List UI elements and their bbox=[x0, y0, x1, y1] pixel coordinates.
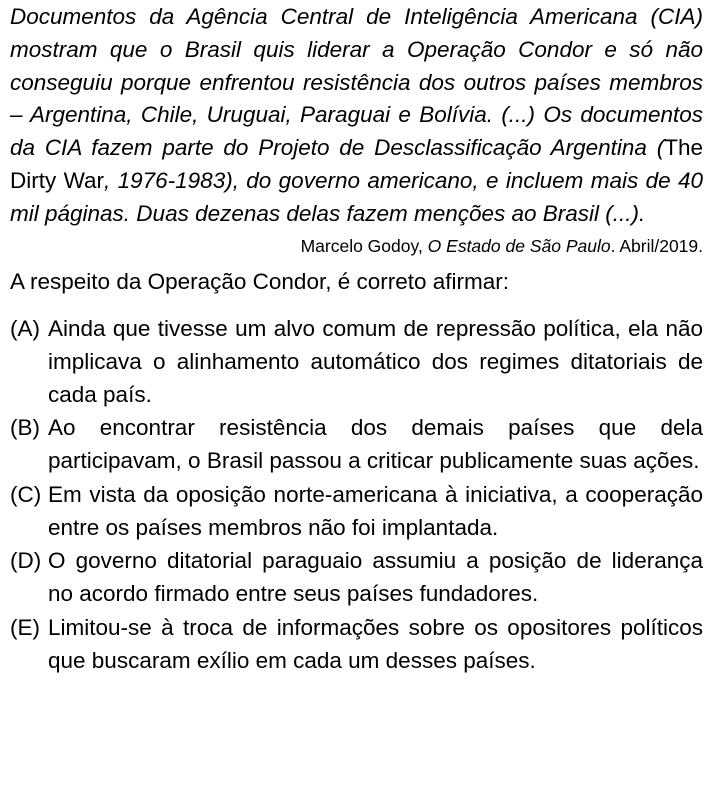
option-letter: (B) bbox=[10, 415, 40, 441]
source-citation bbox=[10, 233, 703, 259]
question-prompt: A respeito da Operação Condor, é correto afirmar: bbox=[10, 268, 510, 294]
quote-upright-title: The Dirty War bbox=[10, 135, 703, 193]
answer-option-c[interactable] bbox=[10, 478, 703, 544]
option-letter: (C) bbox=[10, 481, 42, 507]
option-text: Ainda que tivesse um alvo comum de repressão política, ela não implicava o alinhamento automático dos regimes ditatoriais de cada país. bbox=[48, 315, 703, 407]
source-date: . Abril/2019. bbox=[610, 235, 703, 256]
quote-text-part-2: , 1976-1983), do governo americano, e incluem mais de 40 mil páginas. Duas dezenas delas fazem menções ao Brasil (...). bbox=[10, 167, 703, 226]
source-publication: O Estado de São Paulo bbox=[427, 235, 611, 256]
quoted-passage bbox=[10, 0, 703, 231]
quote-text-part-1: Documentos da Agência Central de Inteligência Americana (CIA) mostram que o Brasil quis liderar a Operação Condor e só não conseguiu porque enfrentou resistência dos outros países membros – Argentina, Chile, Uruguai, Paraguai e Bolívia. (...) Os documentos da CIA fazem parte do Projeto de Desclassificação Argentina ( bbox=[10, 4, 703, 161]
answer-option-b[interactable] bbox=[10, 411, 703, 477]
option-letter: (E) bbox=[10, 614, 40, 640]
option-text: Limitou-se à troca de informações sobre os opositores políticos que buscaram exílio em cada um desses países. bbox=[48, 614, 703, 673]
answer-option-d[interactable] bbox=[10, 544, 703, 610]
answer-option-e[interactable] bbox=[10, 611, 703, 677]
question-page bbox=[10, 0, 703, 677]
answer-options bbox=[10, 312, 703, 677]
option-text: Ao encontrar resistência dos demais países que dela participavam, o Brasil passou a criticar publicamente suas ações. bbox=[48, 415, 703, 474]
option-letter: (D) bbox=[10, 548, 42, 574]
option-text: O governo ditatorial paraguaio assumiu a posição de liderança no acordo firmado entre seus países fundadores. bbox=[48, 548, 703, 607]
answer-option-a[interactable] bbox=[10, 312, 703, 411]
source-author: Marcelo Godoy, bbox=[300, 235, 428, 256]
option-text: Em vista da oposição norte-americana à iniciativa, a cooperação entre os países membros não foi implantada. bbox=[48, 481, 703, 540]
option-letter: (A) bbox=[10, 315, 40, 341]
